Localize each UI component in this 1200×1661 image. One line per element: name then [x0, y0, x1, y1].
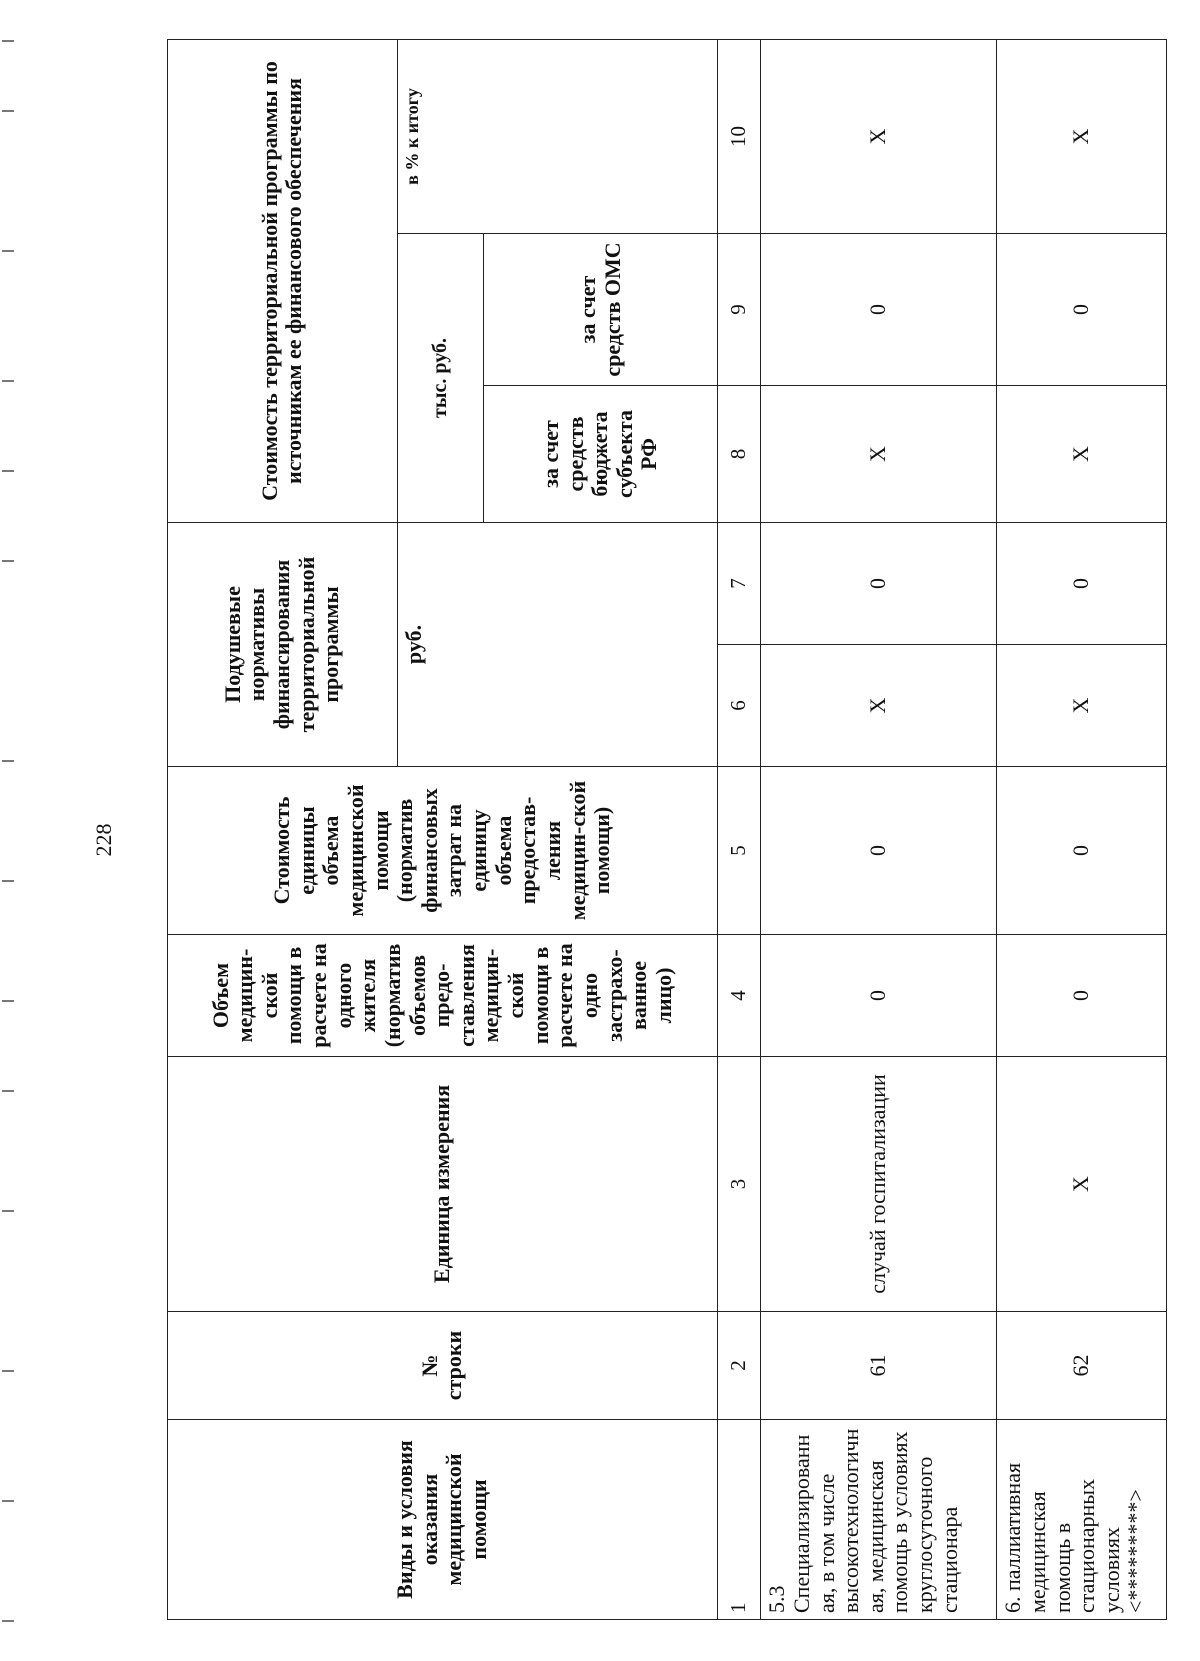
row-pct: X — [997, 39, 1167, 233]
row-number: 62 — [997, 1312, 1167, 1420]
row-per-capita-oms: 0 — [761, 523, 997, 645]
header-cost-oms: за счет средств ОМС — [484, 234, 718, 386]
row-cost-budget: X — [997, 386, 1167, 523]
row-per-capita-budget: X — [761, 645, 997, 767]
row-unit: X — [997, 1057, 1167, 1312]
header-cost-budget: за счет средств бюджета субъекта РФ — [484, 386, 718, 523]
row-number: 61 — [761, 1312, 997, 1420]
header-pct-total: в % к итогу — [397, 39, 717, 233]
medical-care-cost-table — [167, 39, 1167, 1620]
col-number-1: 1 — [717, 1420, 760, 1620]
row-kind: 5.3 Специализированная, в том числе высокотехнологичная, медицинская помощь в условиях круглосуточного стационара — [761, 1420, 997, 1620]
header-thousand-rub: тыс. руб. — [397, 234, 484, 523]
col-number-6: 6 — [717, 645, 760, 767]
col-number-4: 4 — [717, 935, 760, 1057]
row-per-capita-oms: 0 — [997, 523, 1167, 645]
row-cost-unit: 0 — [997, 767, 1167, 935]
row-cost-unit: 0 — [761, 767, 997, 935]
col-number-9: 9 — [717, 234, 760, 386]
col-number-5: 5 — [717, 767, 760, 935]
col-number-3: 3 — [717, 1057, 760, 1312]
row-unit: случай госпитализации — [761, 1057, 997, 1312]
rotated-table-container — [167, 40, 1167, 1620]
row-kind: 6. паллиативная медицинская помощь в стационарных условиях <*********> — [997, 1420, 1167, 1620]
header-rub: руб. — [397, 523, 717, 767]
header-cost-group: Стоимость территориальной программы по источникам ее финансового обеспечения — [168, 39, 398, 522]
header-kind: Виды и условия оказания медицинской помощи — [168, 1420, 718, 1620]
row-pct: X — [761, 39, 997, 233]
col-number-2: 2 — [717, 1312, 760, 1420]
table-row — [997, 39, 1167, 1619]
header-per-capita-group: Подушевые нормативы финансирования территориальной программы — [168, 523, 398, 767]
row-cost-oms: 0 — [997, 234, 1167, 386]
scan-edge-marks — [0, 0, 22, 1661]
col-number-8: 8 — [717, 386, 760, 523]
header-volume: Объем медицин-ской помощи в расчете на одного жителя (норматив объемов предо-ставления медицин-ской помощи в расчете на одно застрахо-ванное лицо) — [168, 935, 718, 1057]
row-cost-budget: X — [761, 386, 997, 523]
row-cost-oms: 0 — [761, 234, 997, 386]
page-number: 228 — [91, 823, 116, 857]
table-row — [761, 39, 997, 1619]
col-number-10: 10 — [717, 39, 760, 233]
header-row-no: № строки — [168, 1312, 718, 1420]
header-cost-unit: Стоимость единицы объема медицинской помощи (норматив финансовых затрат на единицу объема предостав-ления медицин-ской помощи) — [168, 767, 718, 935]
row-volume: 0 — [997, 935, 1167, 1057]
header-unit: Единица измерения — [168, 1057, 718, 1312]
row-per-capita-budget: X — [997, 645, 1167, 767]
row-volume: 0 — [761, 935, 997, 1057]
col-number-7: 7 — [717, 523, 760, 645]
